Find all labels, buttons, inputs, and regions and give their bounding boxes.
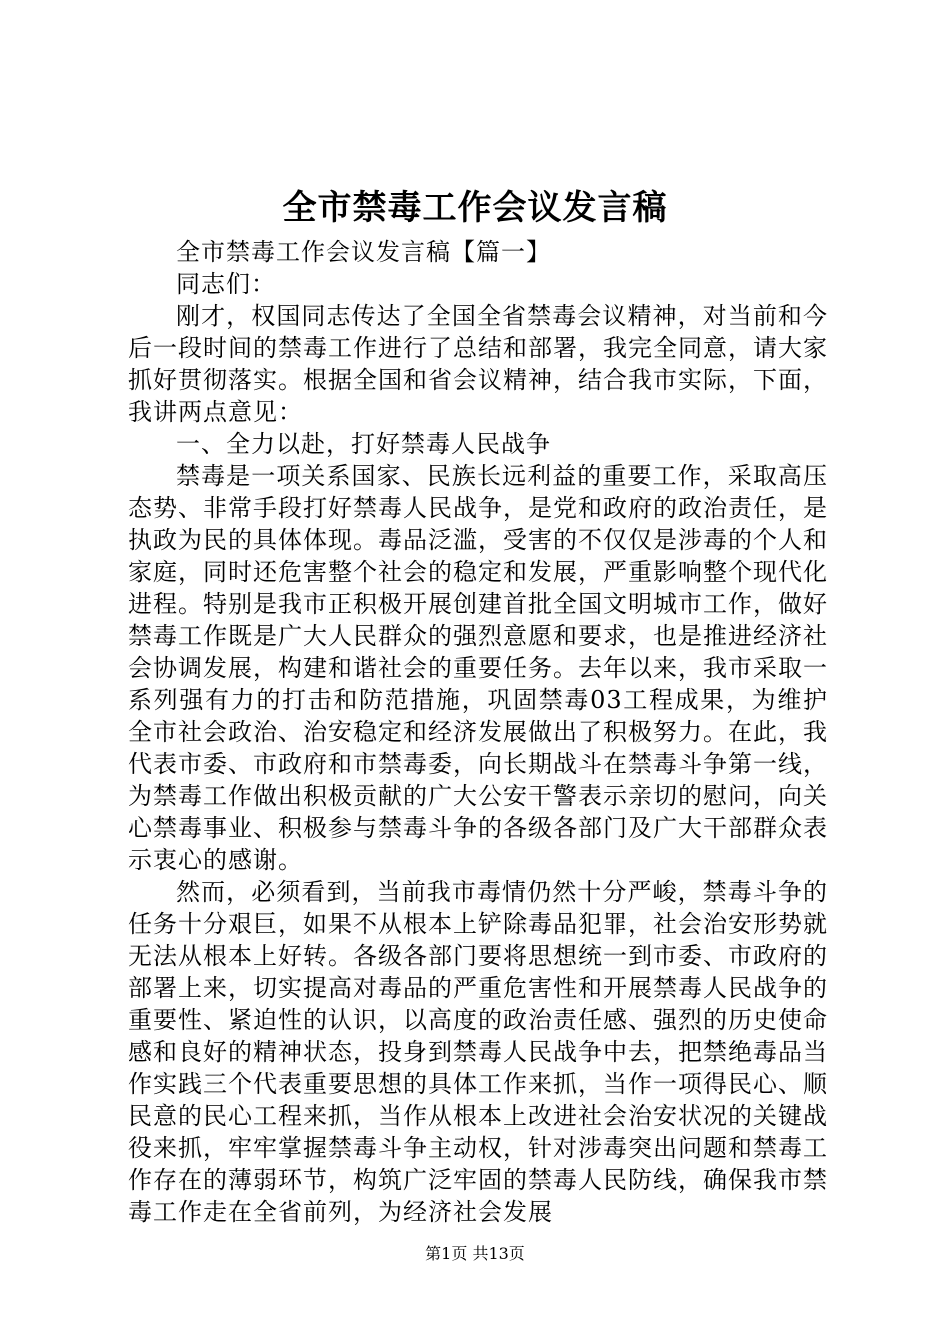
salutation: 同志们： xyxy=(176,270,276,298)
paragraph: 禁毒是一项关系国家、民族长远利益的重要工作，采取高压态势、非常手段打好禁毒人民战争，是党和政府的政治责任，是执政为民的具体体现。毒品泛滥，受害的不仅仅是涉毒的个人和家庭，同时还危害整个社会的稳定和发展，严重影响整个现代化进程。特别是我市正积极开展创建首批全国文明城市工作，做好禁毒工作既是广大人民群众的强烈意愿和要求，也是推进经济社会协调发展，构建和谐社会的重要任务。去年以来，我市采取一系列强有力的打击和防范措施，巩固禁毒03工程成果，为维护全市社会政治、治安稳定和经济发展做出了积极努力。在此，我代表市委、市政府和市禁毒委，向长期战斗在禁毒斗争第一线，为禁毒工作做出积极贡献的广大公安干警表示亲切的慰问，向关心禁毒事业、积极参与禁毒斗争的各级各部门及广大干部群众表示衷心的感谢。 xyxy=(128,462,828,874)
page-footer: 第1页 共13页 xyxy=(425,1244,525,1263)
subheading: 一、全力以赴，打好禁毒人民战争 xyxy=(176,430,551,458)
paragraph: 然而，必须看到，当前我市毒情仍然十分严峻，禁毒斗争的任务十分艰巨，如果不从根本上铲除毒品犯罪，社会治安形势就无法从根本上好转。各级各部门要将思想统一到市委、市政府的部署上来，切实提高对毒品的严重危害性和开展禁毒人民战争的重要性、紧迫性的认识，以高度的政治责任感、强烈的历史使命感和良好的精神状态，投身到禁毒人民战争中去，把禁绝毒品当作实践三个代表重要思想的具体工作来抓，当作一项得民心、顺民意的民心工程来抓，当作从根本上改进社会治安状况的关键战役来抓，牢牢掌握禁毒斗争主动权，针对涉毒突出问题和禁毒工作存在的薄弱环节，构筑广泛牢固的禁毒人民防线，确保我市禁毒工作走在全省前列，为经济社会发展 xyxy=(128,878,828,1226)
document-body xyxy=(128,236,828,1228)
paragraph: 刚才，权国同志传达了全国全省禁毒会议精神，对当前和今后一段时间的禁毒工作进行了总结和部署，我完全同意，请大家抓好贯彻落实。根据全国和省会议精神，结合我市实际，下面，我讲两点意见： xyxy=(128,302,828,426)
section-heading: 全市禁毒工作会议发言稿【篇一】 xyxy=(176,238,551,266)
document-title: 全市禁毒工作会议发言稿 xyxy=(282,188,668,228)
